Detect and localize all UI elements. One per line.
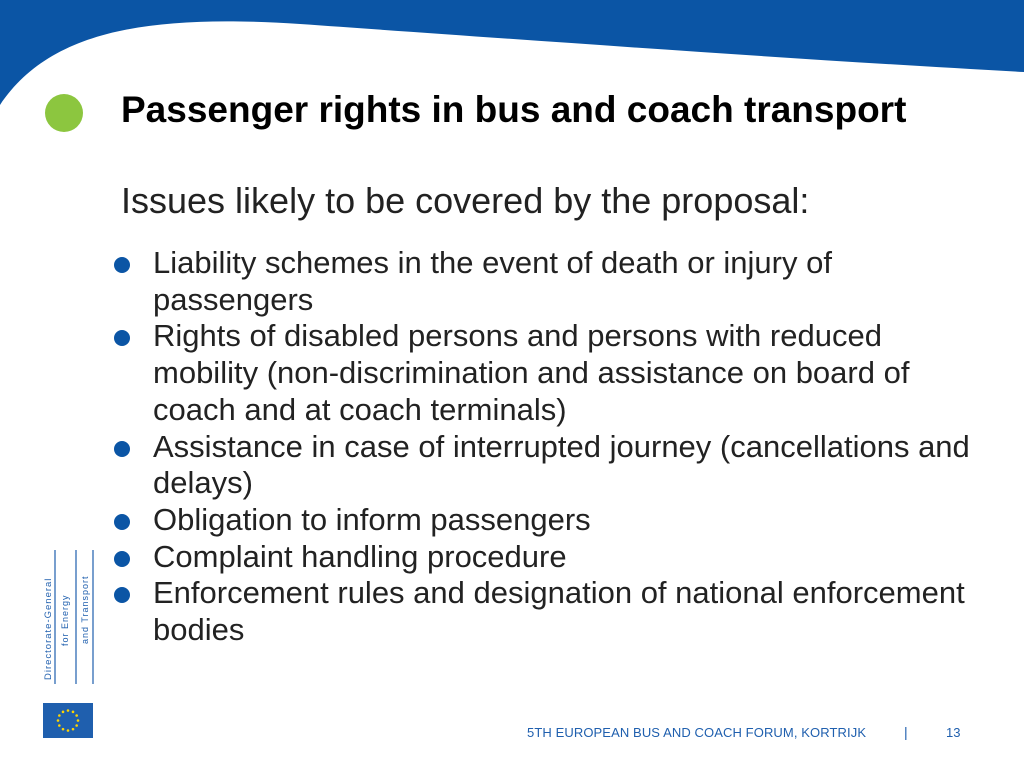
flag-star xyxy=(62,728,65,731)
footer-event-title: 5TH EUROPEAN BUS AND COACH FORUM, KORTRIJK xyxy=(527,725,867,740)
bullet-item-disabled-rights xyxy=(112,318,992,428)
bullet-text: Rights of disabled persons and persons with reduced mobility (non-discrimination and assistance on board of coach and at coach terminals) xyxy=(153,318,910,427)
flag-star xyxy=(72,728,75,731)
bullet-item-liability xyxy=(112,245,992,318)
bullet-item-assistance xyxy=(112,429,992,502)
bullet-text: Liability schemes in the event of death or injury of passengers xyxy=(153,245,832,317)
bullet-item-inform xyxy=(112,502,992,539)
flag-star xyxy=(77,719,80,722)
bullet-text: Assistance in case of interrupted journey (cancellations and delays) xyxy=(153,428,970,501)
bullet-text: Complaint handling procedure xyxy=(153,538,567,574)
logo-line-3: and Transport xyxy=(80,575,90,644)
bullet-list xyxy=(112,245,992,649)
slide-title: Passenger rights in bus and coach transport xyxy=(121,89,907,130)
flag-star xyxy=(75,724,78,727)
logo-line-2: for Energy xyxy=(60,594,70,646)
bullet-dot-icon xyxy=(114,587,130,603)
slide-subtitle: Issues likely to be covered by the proposal: xyxy=(121,180,810,221)
bullet-dot-icon xyxy=(114,441,130,457)
flag-star xyxy=(57,719,60,722)
bullet-dot-icon xyxy=(114,257,130,273)
flag-star xyxy=(62,711,65,714)
title-bullet-icon xyxy=(45,94,83,132)
bullet-dot-icon xyxy=(114,330,130,346)
flag-star xyxy=(75,714,78,717)
footer-separator: | xyxy=(904,724,908,740)
bullet-text: Obligation to inform passengers xyxy=(153,501,591,537)
eu-flag-icon xyxy=(43,703,93,738)
dg-tren-logo xyxy=(38,548,96,688)
flag-star xyxy=(67,729,70,732)
bullet-text: Enforcement rules and designation of national enforcement bodies xyxy=(153,575,965,648)
flag-star xyxy=(67,709,70,712)
flag-star xyxy=(58,724,61,727)
logo-line-1: Directorate-General xyxy=(43,577,54,680)
bullet-item-enforcement xyxy=(112,575,992,648)
bullet-dot-icon xyxy=(114,551,130,567)
flag-star xyxy=(58,714,61,717)
bullet-dot-icon xyxy=(114,514,130,530)
flag-star xyxy=(72,711,75,714)
page-number: 13 xyxy=(946,725,961,740)
bullet-item-complaint xyxy=(112,539,992,576)
